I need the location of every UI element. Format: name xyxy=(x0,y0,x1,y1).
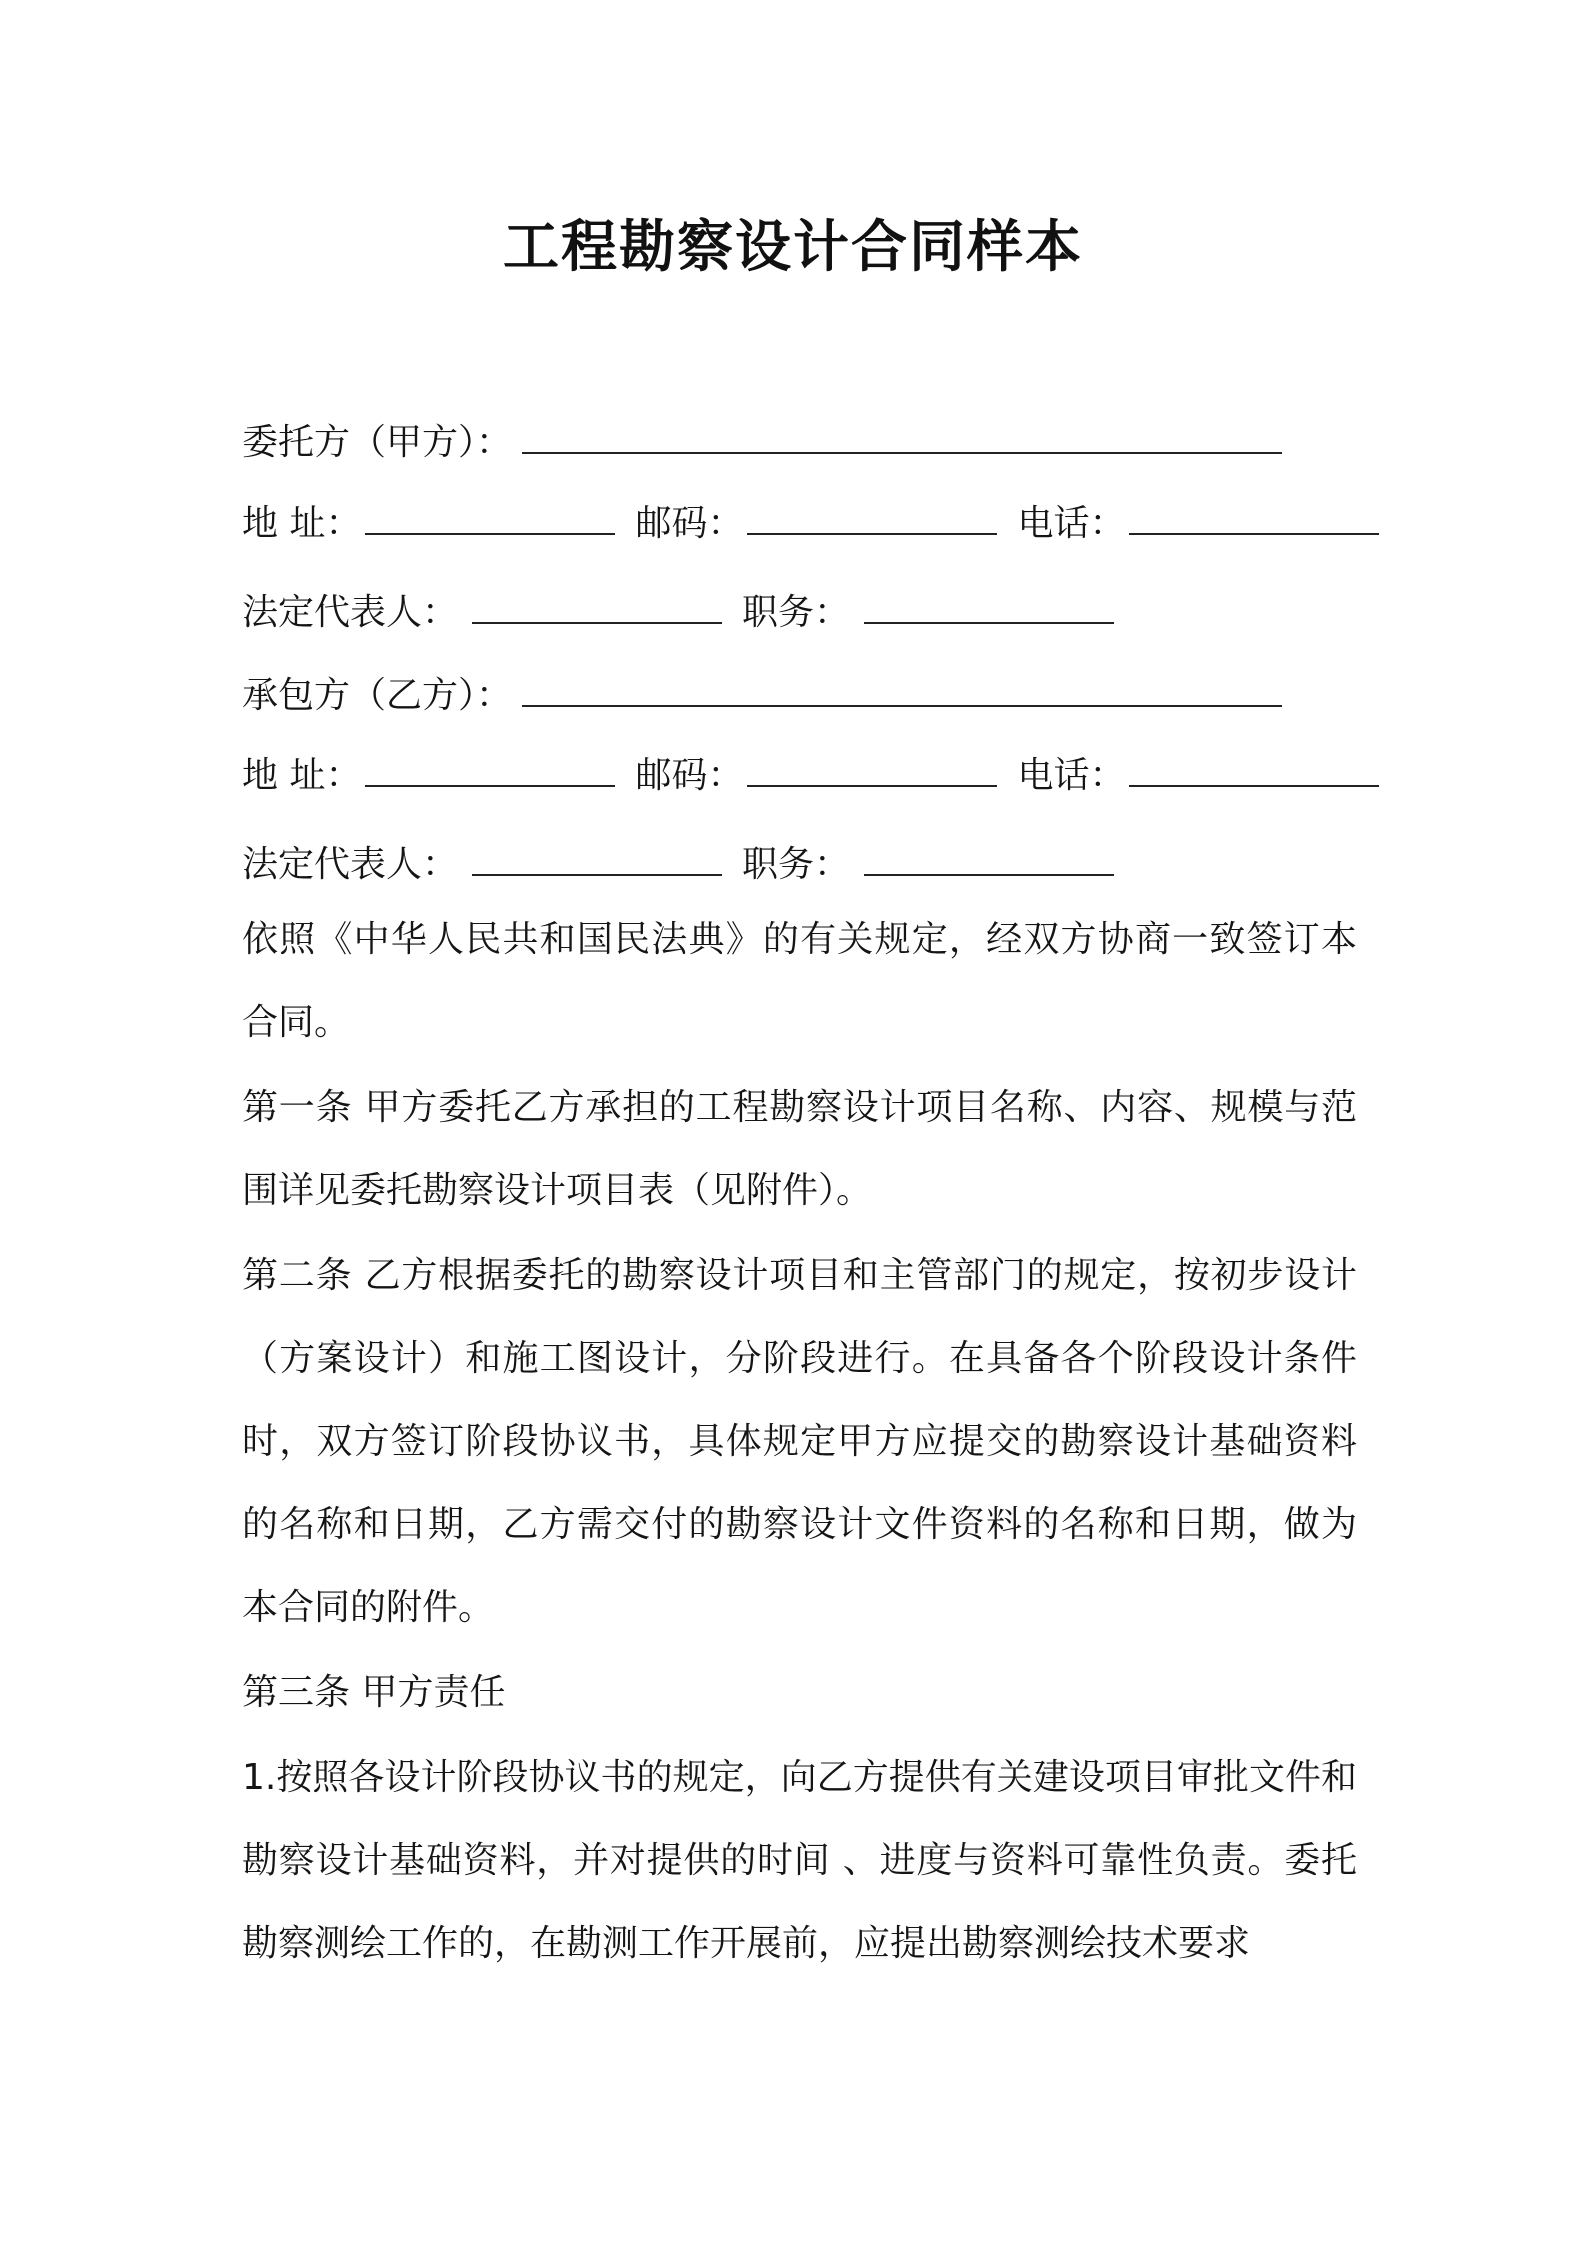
party-a-phone-label: 电话： xyxy=(1017,503,1126,544)
party-a-position-label: 职务： xyxy=(742,592,851,633)
party-b-rep-blank[interactable] xyxy=(472,838,722,876)
party-a-postcode-blank[interactable] xyxy=(747,497,997,535)
party-a-blank[interactable] xyxy=(522,416,1282,454)
party-b-blank[interactable] xyxy=(522,669,1282,707)
party-a-postcode-label: 邮码： xyxy=(635,503,744,544)
party-b-position-label: 职务： xyxy=(742,844,851,885)
party-a-phone-blank[interactable] xyxy=(1129,497,1379,535)
party-b-address-blank[interactable] xyxy=(365,749,615,787)
party-b-postcode-label: 邮码： xyxy=(635,755,744,796)
party-a-address-blank[interactable] xyxy=(365,497,615,535)
paragraph-article-3-heading: 第三条 甲方责任 xyxy=(242,1672,506,1713)
party-a-rep-blank[interactable] xyxy=(472,586,722,624)
party-a-address-label: 地 址： xyxy=(242,503,362,544)
party-b-phone-label: 电话： xyxy=(1017,755,1126,796)
party-b-phone-blank[interactable] xyxy=(1129,749,1379,787)
party-a-contact-line xyxy=(242,497,1379,550)
paragraph-article-1: 第一条 甲方委托乙方承担的工程勘察设计项目名称、内容、规模与范围详见委托勘察设计项目表（见附件）。 xyxy=(242,1087,1357,1211)
paragraph-preamble: 依照《中华人民共和国民法典》的有关规定，经双方协商一致签订本合同。 xyxy=(242,919,1357,1043)
party-b-address-label: 地 址： xyxy=(242,755,362,796)
party-b-label: 承包方（乙方）： xyxy=(242,675,513,716)
party-b-position-blank[interactable] xyxy=(864,838,1114,876)
party-b-postcode-blank[interactable] xyxy=(747,749,997,787)
party-a-line xyxy=(242,416,1282,469)
party-a-rep-line xyxy=(242,586,1114,639)
document-title: 工程勘察设计合同样本 xyxy=(503,215,1083,280)
party-b-rep-line xyxy=(242,838,1114,891)
party-a-position-blank[interactable] xyxy=(864,586,1114,624)
party-a-rep-label: 法定代表人： xyxy=(242,592,459,633)
paragraph-article-3-item-1: 1.按照各设计阶段协议书的规定，向乙方提供有关建设项目审批文件和勘察设计基础资料，并对提供的时间 、进度与资料可靠性负责。委托勘察测绘工作的，在勘测工作开展前，应提出勘察测绘技术要求 xyxy=(242,1757,1357,1964)
party-b-contact-line xyxy=(242,749,1379,802)
party-a-label: 委托方（甲方）： xyxy=(242,422,513,463)
paragraph-article-2: 第二条 乙方根据委托的勘察设计项目和主管部门的规定，按初步设计（方案设计）和施工图设计，分阶段进行。在具备各个阶段设计条件时，双方签订阶段协议书，具体规定甲方应提交的勘察设计基础资料的名称和日期，乙方需交付的勘察设计文件资料的名称和日期，做为本合同的附件。 xyxy=(242,1255,1357,1628)
party-b-line xyxy=(242,669,1282,722)
party-b-rep-label: 法定代表人： xyxy=(242,844,459,885)
